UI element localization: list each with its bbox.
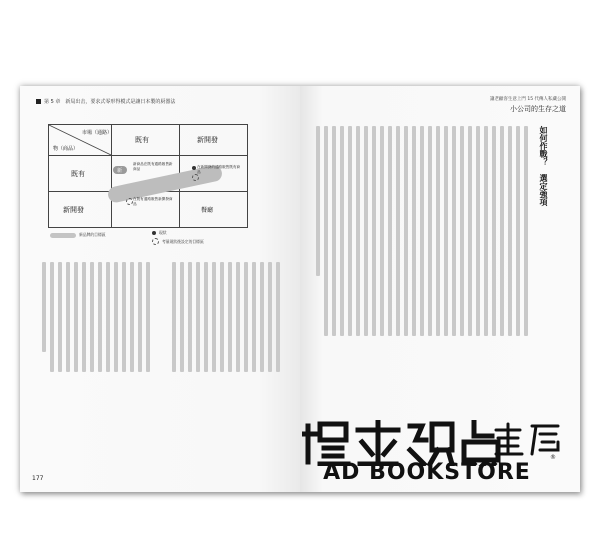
legend-bar-swatch [50,233,76,238]
corner-label-market: 市場（通路） [82,130,113,136]
new-brand-pill: 新 [113,166,127,174]
col-header-existing: 既有 [135,136,149,144]
cell-existing-new-note: 在新開發的通路販售既有商品 [197,165,241,174]
corner-label-product: 物（商品） [53,146,79,152]
running-head-right [490,96,566,114]
target-ring-2 [126,198,133,205]
running-head-left [36,98,175,105]
page-number: 177 [32,475,44,482]
market-product-matrix [48,124,248,228]
legend-goal: 考量現狀後設定的目標區 [152,238,204,245]
registered-mark: ® [550,454,556,461]
row-header-existing: 既有 [71,170,85,178]
running-head-left-text: 第 5 章 新局出击，要求式零形得模式是讓日本製的厨器法 [44,99,176,105]
legend-ring-swatch [152,238,159,245]
row-header-new: 新開發 [63,206,84,214]
cell-new-new: 餐廳 [201,207,214,214]
cell-existing-existing-note: 新商品在既有通路販售新商品 [133,162,173,171]
legend-status: 現狀 [152,230,167,236]
col-header-new: 新開發 [197,136,218,144]
bookstore-watermark [292,454,582,556]
section-heading: 如何作戰？ 選定強項 [539,126,548,206]
running-head-series: 讓老顧客生意上門 15 代傳人私藏公開 [489,97,566,102]
legend-target: 新品牌的目標區 [50,232,106,238]
chapter-marker-icon [36,99,41,104]
bookstore-logo-stamp [492,422,562,456]
status-dot [192,166,196,170]
target-ring [192,174,199,181]
cell-new-existing-note: 在既有通路販售新開發商品 [133,197,173,206]
running-head-title: 小公司的生存之道 [510,105,566,113]
left-page [20,86,300,492]
legend-dot-swatch [152,231,156,235]
bookstore-name-en: AD BOOKSTORE [323,460,531,485]
